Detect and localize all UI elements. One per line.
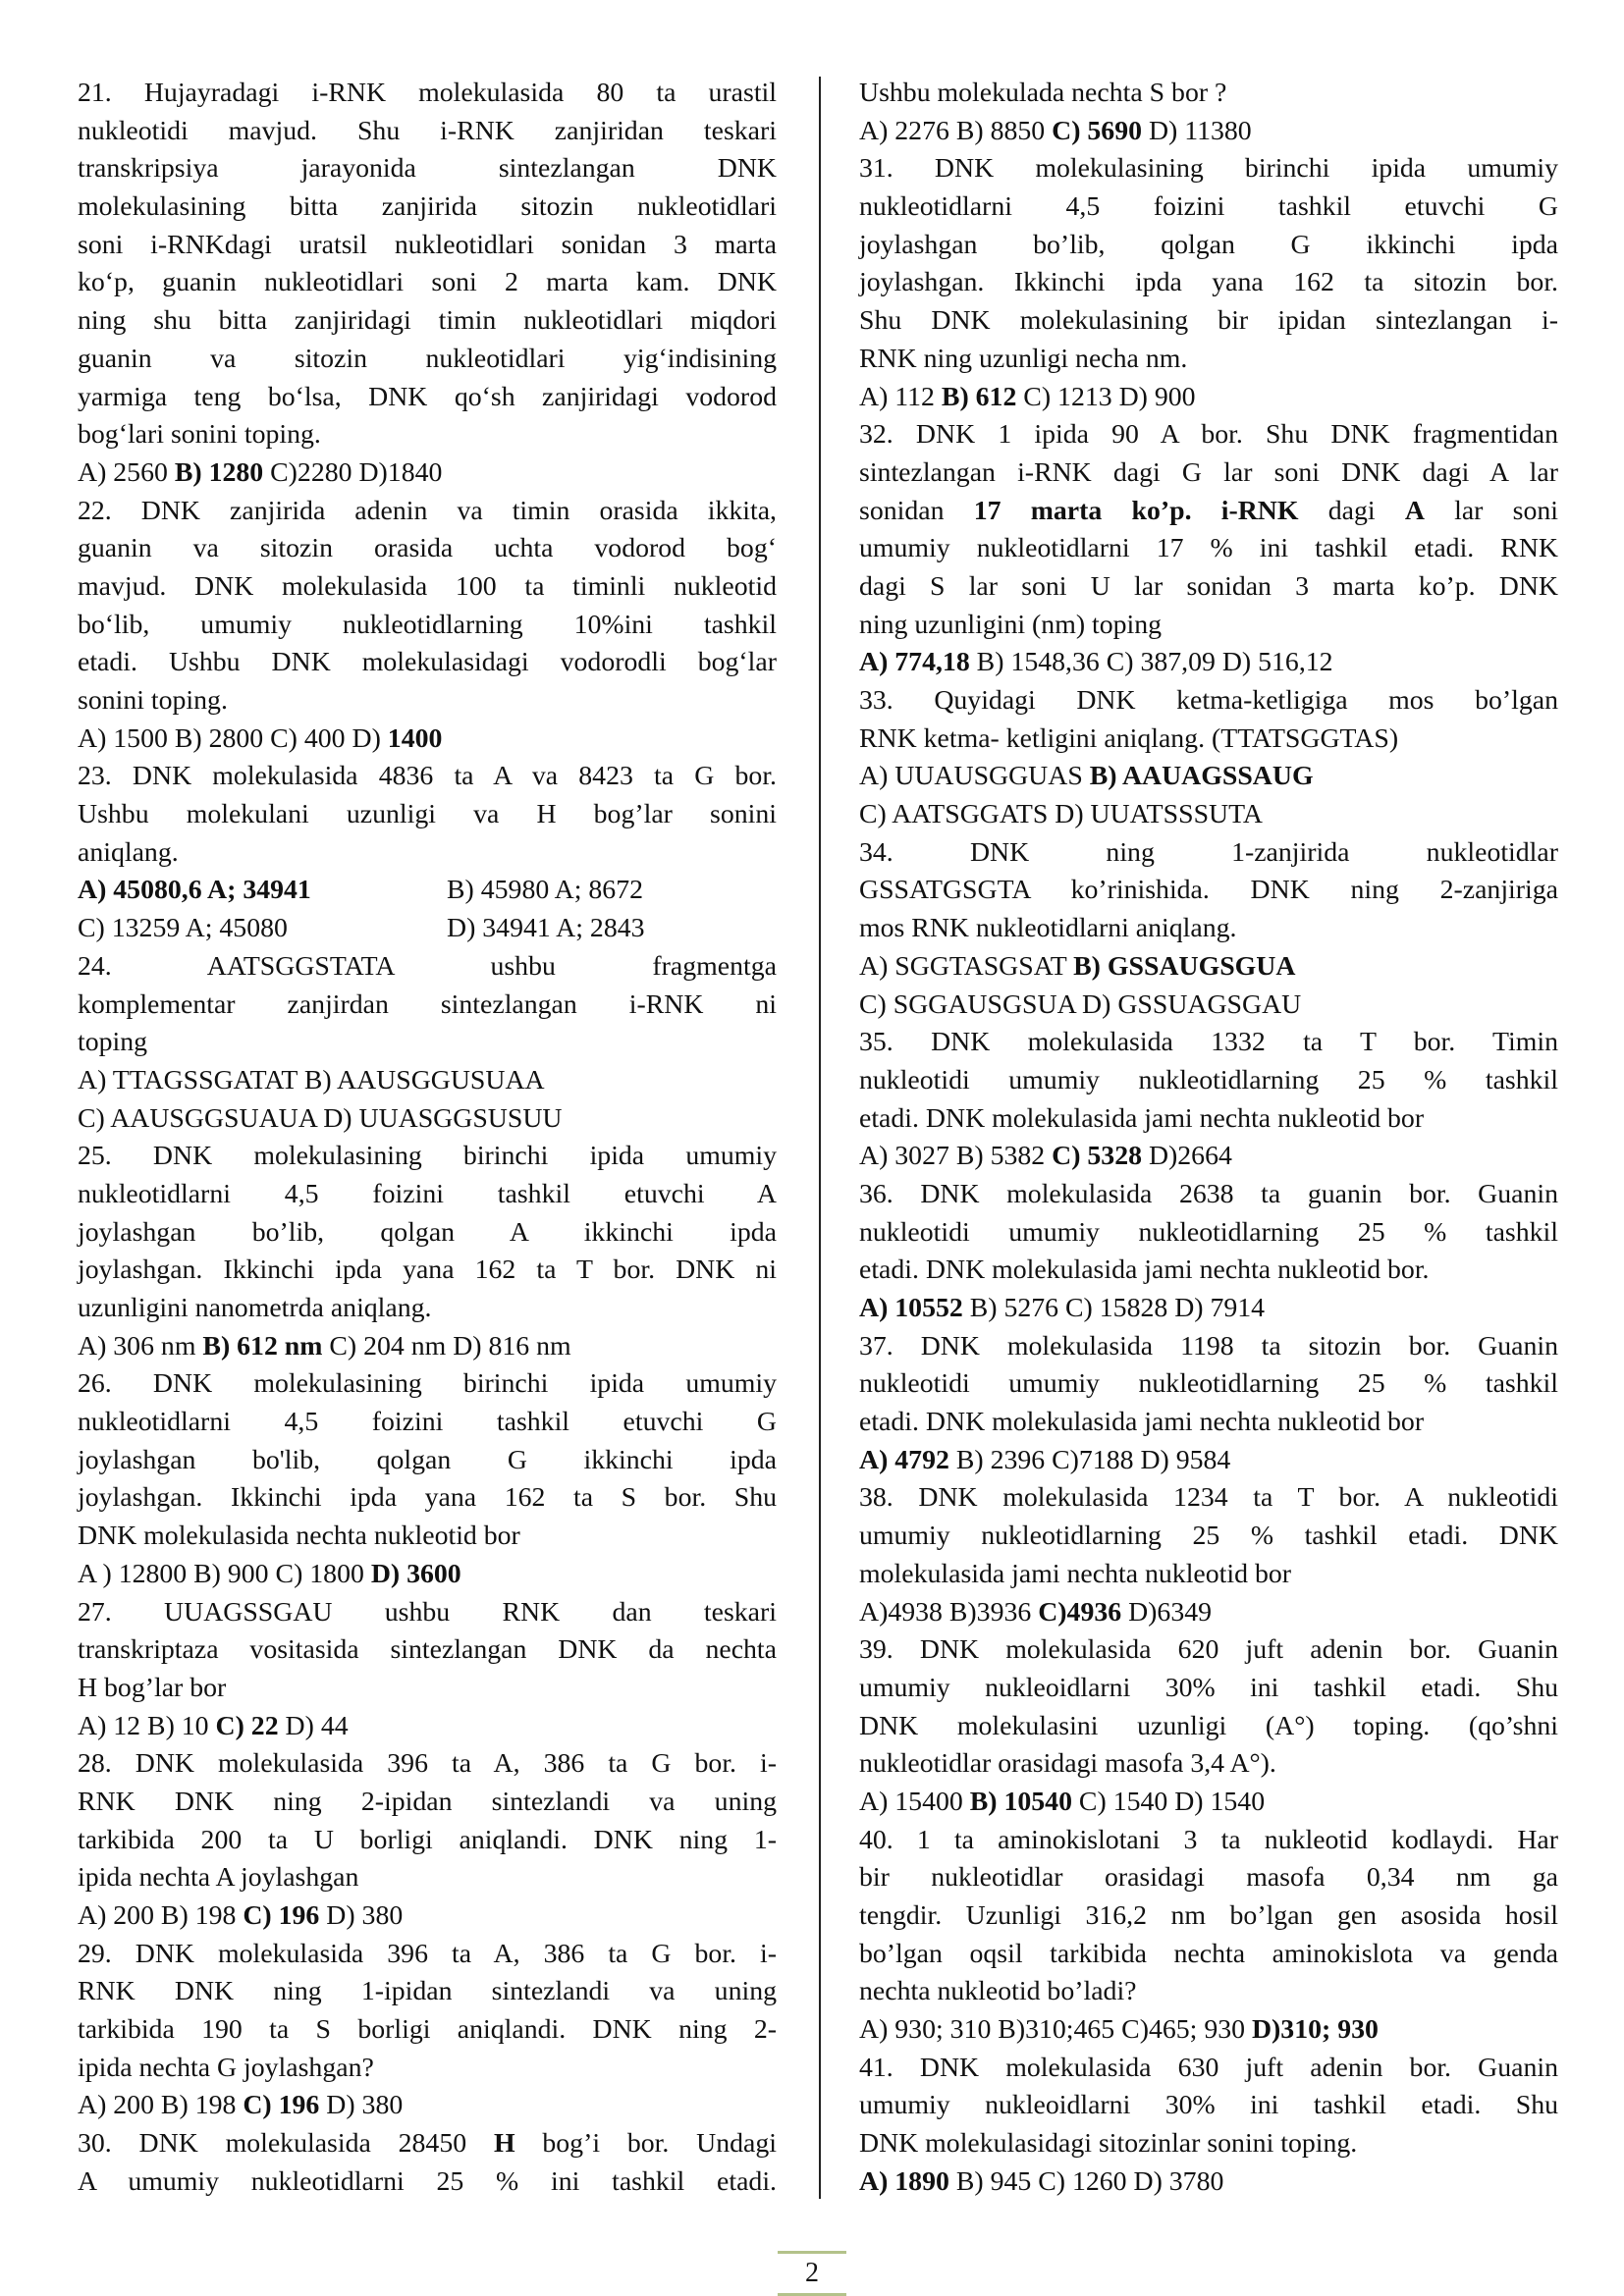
text-segment: A) 3027 B) 5382	[859, 1141, 1053, 1172]
text-line: molekulasida jami nechta nukleotid bor	[859, 1558, 1291, 1589]
text-segment: sonidan	[859, 495, 974, 526]
text-line	[859, 113, 1558, 151]
text-line: joylashgan bo’lib, qolgan A ikkinchi ipda	[78, 1216, 777, 1248]
text-line: transkriptaza vositasida sintezlangan DNK da nechta	[78, 1634, 777, 1666]
answer-key-text: A) 45080,6 A; 34941	[78, 875, 311, 906]
text-line: 23. DNK molekulasida 4836 ta A va 8423 ta G bor.	[78, 761, 777, 792]
answer-key-text: C)4936	[1038, 1596, 1122, 1628]
answer-key-text: A) 1890	[859, 2165, 949, 2197]
text-line	[859, 1290, 1558, 1328]
text-segment: C) 1213 D) 900	[1016, 381, 1196, 412]
text-line: Ushbu molekulada nechta S bor ?	[859, 78, 1227, 108]
answer-key-text: A	[1404, 495, 1425, 526]
text-line	[859, 644, 1558, 682]
text-line: 38. DNK molekulasida 1234 ta T bor. A nukleotidi	[859, 1482, 1558, 1514]
text-line	[859, 1784, 1558, 1822]
text-line: ipida nechta G joylashgan?	[78, 2052, 374, 2083]
text-line: bo’lgan oqsil tarkibida nechta aminokislota va genda	[859, 1938, 1558, 1969]
text-line	[859, 758, 1558, 796]
text-line: aniqlang.	[78, 836, 179, 868]
text-line: 41. DNK molekulasida 630 juft adenin bor. Guanin	[859, 2052, 1558, 2083]
text-line: 37. DNK molekulasida 1198 ta sitozin bor. Guanin	[859, 1330, 1558, 1362]
text-line: 24. AATSGGSTATA ushbu fragmentga	[78, 950, 777, 982]
answer-key-text: 1400	[387, 722, 443, 754]
text-segment: B) 45980 A; 8672	[447, 875, 643, 906]
text-line: 25. DNK molekulasining birinchi ipida umumiy	[78, 1141, 777, 1172]
text-line: nukleotidlar orasidagi masofa 3,4 A°).	[859, 1748, 1276, 1780]
text-line: uzunligini nanometrda aniqlang.	[78, 1293, 432, 1323]
text-segment: D) 44	[278, 1710, 349, 1741]
text-segment: A) 12 B) 10	[78, 1710, 216, 1741]
text-line: C) AATSGGATS D) UUATSSSUTA	[859, 799, 1263, 830]
text-line: 34. DNK ning 1-zanjirida nukleotidlar	[859, 836, 1558, 868]
text-line: sintezlangan i-RNK dagi G lar soni DNK dagi A lar	[859, 456, 1558, 488]
text-line: molekulasining bitta zanjirida sitozin nukleotidlari	[78, 191, 777, 223]
text-segment: D)6349	[1121, 1596, 1213, 1628]
text-segment: A) 930; 310 B)310;465 C)465; 930	[859, 2014, 1252, 2046]
text-line: ning uzunligini (nm) toping	[859, 609, 1163, 640]
text-line	[78, 1897, 777, 1936]
text-line	[78, 1556, 777, 1594]
answer-key-text: A) 4792	[859, 1444, 949, 1475]
text-segment: A) 15400	[859, 1786, 970, 1817]
answer-key-text: D) 3600	[370, 1558, 461, 1589]
text-line: RNK DNK ning 2-ipidan sintezlandi va uning	[78, 1786, 777, 1817]
answer-key-text: C) 196	[243, 1900, 320, 1931]
text-line: DNK molekulasidagi sitozinlar sonini toping.	[859, 2128, 1358, 2160]
text-line: RNK ketma- ketligini aniqlang. (TTATSGGTAS)	[859, 722, 1399, 754]
text-line: RNK DNK ning 1-ipidan sintezlandi va uning	[78, 1976, 777, 2007]
text-line: GSSATGSGTA ko’rinishida. DNK ning 2-zanjiriga	[859, 875, 1558, 906]
text-line	[859, 493, 1558, 531]
text-line	[859, 1594, 1558, 1632]
text-segment: D) 34941 A; 2843	[447, 913, 645, 944]
text-line: umumiy nukleotidlarni 17 % ini tashkil etadi. RNK	[859, 533, 1558, 564]
text-line: nukleotidi umumiy nukleotidlarning 25 % tashkil	[859, 1368, 1558, 1400]
text-line: umumiy nukleoidlarni 30% ini tashkil etadi. Shu	[859, 2090, 1558, 2121]
page-number: 2	[778, 2251, 846, 2296]
answer-key-text: A) 774,18	[859, 647, 970, 678]
text-line: 21. Hujayradagi i-RNK molekulasida 80 ta urastil	[78, 78, 777, 108]
text-line	[859, 2163, 1558, 2202]
text-segment: D) 380	[319, 2090, 404, 2121]
text-line: umumiy nukleoidlarni 30% ini tashkil etadi. Shu	[859, 1672, 1558, 1703]
text-line: 22. DNK zanjirida adenin va timin orasida ikkita,	[78, 495, 777, 526]
text-line: C) AAUSGGSUAUA D) UUASGGSUSUU	[78, 1102, 563, 1134]
answer-key-text: B) GSSAUGSGUA	[1073, 950, 1296, 982]
text-segment: C) 13259 A; 45080	[78, 913, 288, 944]
right-column	[859, 75, 1558, 2202]
option-cell	[447, 910, 645, 948]
text-line: etadi. DNK molekulasida jami nechta nukleotid bor.	[859, 1255, 1430, 1286]
column-divider	[819, 77, 821, 2199]
text-line: etadi. Ushbu DNK molekulasidagi vodorodli bog‘lar	[78, 647, 777, 678]
text-line: komplementar zanjirdan sintezlangan i-RNK ni	[78, 988, 777, 1020]
text-segment: bog’i bor. Undagi	[514, 2128, 777, 2160]
text-line: nukleotidlarni 4,5 foizini tashkil etuvchi G	[859, 191, 1558, 223]
text-line: Ushbu molekulani uzunligi va H bog’lar sonini	[78, 799, 777, 830]
text-line: umumiy nukleotidlarning 25 % tashkil etadi. DNK	[859, 1521, 1558, 1552]
text-line: C) SGGAUSGSUA D) GSSUAGSGAU	[859, 988, 1302, 1020]
text-segment: A) 112	[859, 381, 942, 412]
answer-key-text: C) 22	[215, 1710, 279, 1741]
text-segment: B) 5276 C) 15828 D) 7914	[962, 1293, 1266, 1323]
text-line: nukleotidi umumiy nukleotidlarning 25 % tashkil	[859, 1064, 1558, 1095]
text-line: Shu DNK molekulasining bir ipidan sintezlangan i-	[859, 305, 1558, 337]
answer-key-text: C) 5690	[1052, 115, 1142, 146]
option-cell	[447, 872, 643, 910]
text-segment: A ) 12800 B) 900 C) 1800	[78, 1558, 371, 1589]
text-line: joylashgan. Ikkinchi ipda yana 162 ta sitozin bor.	[859, 267, 1558, 298]
text-line: 27. UUAGSSGAU ushbu RNK dan teskari	[78, 1596, 777, 1628]
text-line: 36. DNK molekulasida 2638 ta guanin bor. Guanin	[859, 1178, 1558, 1209]
text-line: etadi. DNK molekulasida jami nechta nukleotid bor	[859, 1407, 1425, 1438]
text-line: transkripsiya jarayonida sintezlangan DNK	[78, 153, 777, 185]
text-segment: C) 1540 D) 1540	[1071, 1786, 1266, 1817]
answer-key-text: B) 612	[941, 381, 1017, 412]
text-line: joylashgan bo'lib, qolgan G ikkinchi ipda	[78, 1444, 777, 1475]
text-line: sonini toping.	[78, 685, 228, 716]
text-line: joylashgan bo’lib, qolgan G ikkinchi ipda	[859, 229, 1558, 260]
text-line: bir nukleotidlar orasidagi masofa 0,34 nm ga	[859, 1862, 1558, 1894]
answer-key-text: B) AAUAGSSAUG	[1089, 761, 1314, 792]
text-line	[859, 948, 1558, 987]
text-line	[78, 2125, 777, 2163]
text-line: yarmiga teng bo‘lsa, DNK qo‘sh zanjiridagi vodorod	[78, 381, 777, 412]
text-segment: dagi	[1298, 495, 1405, 526]
answer-key-text: D)310; 930	[1251, 2014, 1379, 2046]
text-line: DNK molekulasini uzunligi (A°) toping. (qo’shni	[859, 1710, 1558, 1741]
text-segment: A) SGGTASGSAT	[859, 950, 1074, 982]
text-segment: 30. DNK molekulasida 28450	[78, 2128, 494, 2160]
answer-key-text: B) 612 nm	[202, 1330, 323, 1362]
answer-key-text: C) 5328	[1052, 1141, 1142, 1172]
text-line	[78, 454, 777, 493]
text-line: H bog’lar bor	[78, 1672, 227, 1703]
option-cell	[78, 872, 447, 910]
text-line	[78, 1708, 777, 1746]
text-line: 39. DNK molekulasida 620 juft adenin bor. Guanin	[859, 1634, 1558, 1666]
text-segment: A) 2276 B) 8850	[859, 115, 1053, 146]
text-line: nechta nukleotid bo’ladi?	[859, 1976, 1137, 2007]
text-line: tarkibida 200 ta U borligi aniqlandi. DNK ning 1-	[78, 1824, 777, 1855]
text-line: 32. DNK 1 ipida 90 A bor. Shu DNK fragmentidan	[859, 419, 1558, 451]
text-line	[78, 1328, 777, 1366]
text-segment: A) 200 B) 198	[78, 1900, 244, 1931]
text-line: toping	[78, 1027, 148, 1058]
text-segment: C) 204 nm D) 816 nm	[322, 1330, 571, 1362]
text-line	[859, 2011, 1558, 2050]
text-line: 33. Quyidagi DNK ketma-ketligiga mos bo’lgan	[859, 685, 1558, 716]
text-line: ning shu bitta zanjiridagi timin nukleotidlari miqdori	[78, 305, 777, 337]
text-segment: B) 2396 C)7188 D) 9584	[948, 1444, 1231, 1475]
text-line	[859, 1138, 1558, 1176]
text-line: 29. DNK molekulasida 396 ta A, 386 ta G bor. i-	[78, 1938, 777, 1969]
text-line: guanin va sitozin orasida uchta vodorod bog‘	[78, 533, 777, 564]
text-line	[78, 2087, 777, 2125]
text-segment: D) 11380	[1142, 115, 1252, 146]
text-line: bog‘lari sonini toping.	[78, 419, 321, 451]
text-segment: B) 945 C) 1260 D) 3780	[948, 2165, 1224, 2197]
option-cell	[78, 910, 447, 948]
answer-key-text: H	[493, 2128, 515, 2160]
answer-key-text: B) 10540	[969, 1786, 1072, 1817]
left-column	[78, 75, 777, 2202]
text-line: nukleotidi mavjud. Shu i-RNK zanjiridan teskari	[78, 115, 777, 146]
text-segment: lar soni	[1424, 495, 1558, 526]
text-line: joylashgan. Ikkinchi ipda yana 162 ta S bor. Shu	[78, 1482, 777, 1514]
text-line: nukleotidlarni 4,5 foizini tashkil etuvchi A	[78, 1178, 777, 1209]
text-line: 35. DNK molekulasida 1332 ta T bor. Timin	[859, 1027, 1558, 1058]
text-line: A) TTAGSSGATAT B) AAUSGGUSUAA	[78, 1064, 545, 1095]
text-segment: C)2280 D)1840	[263, 456, 443, 488]
text-line: 28. DNK molekulasida 396 ta A, 386 ta G bor. i-	[78, 1748, 777, 1780]
text-line: nukleotidlarni 4,5 foizini tashkil etuvchi G	[78, 1407, 777, 1438]
text-line: nukleotidi umumiy nukleotidlarning 25 % tashkil	[859, 1216, 1558, 1248]
answer-key-text: 17 marta ko’p. i-RNK	[973, 495, 1299, 526]
answer-key-text: C) 196	[243, 2090, 320, 2121]
answer-key-text: A) 10552	[859, 1293, 963, 1323]
text-line	[859, 379, 1558, 417]
text-line	[78, 872, 777, 910]
text-line: ko‘p, guanin nukleotidlari soni 2 marta kam. DNK	[78, 267, 777, 298]
text-line	[859, 1442, 1558, 1480]
text-line	[78, 721, 777, 759]
text-line: bo‘lib, umumiy nukleotidlarning 10%ini tashkil	[78, 609, 777, 640]
text-line: joylashgan. Ikkinchi ipda yana 162 ta T bor. DNK ni	[78, 1255, 777, 1286]
text-segment: D)2664	[1142, 1141, 1232, 1172]
text-line: tarkibida 190 ta S borligi aniqlandi. DNK ning 2-	[78, 2014, 777, 2046]
text-line: soni i-RNKdagi uratsil nukleotidlari sonidan 3 marta	[78, 229, 777, 260]
text-line: A umumiy nukleotidlarni 25 % ini tashkil etadi.	[78, 2165, 777, 2197]
text-line: 40. 1 ta aminokislotani 3 ta nukleotid kodlaydi. Har	[859, 1824, 1558, 1855]
text-line: ipida nechta A joylashgan	[78, 1862, 359, 1894]
text-segment: B) 1548,36 C) 387,09 D) 516,12	[969, 647, 1333, 678]
text-segment: A)4938 B)3936	[859, 1596, 1039, 1628]
text-line: 26. DNK molekulasining birinchi ipida umumiy	[78, 1368, 777, 1400]
text-segment: D) 380	[319, 1900, 404, 1931]
text-segment: A) 2560	[78, 456, 175, 488]
answer-key-text: B) 1280	[174, 456, 264, 488]
text-line: mavjud. DNK molekulasida 100 ta timinli nukleotid	[78, 570, 777, 602]
text-line: mos RNK nukleotidlarni aniqlang.	[859, 913, 1237, 944]
text-line: 31. DNK molekulasining birinchi ipida umumiy	[859, 153, 1558, 185]
text-line: dagi S lar soni U lar sonidan 3 marta ko’p. DNK	[859, 570, 1558, 602]
text-line	[78, 910, 777, 948]
text-segment: A) 306 nm	[78, 1330, 203, 1362]
text-segment: A) 200 B) 198	[78, 2090, 244, 2121]
text-segment: A) UUAUSGGUAS	[859, 761, 1090, 792]
text-line: etadi. DNK molekulasida jami nechta nukleotid bor	[859, 1102, 1425, 1134]
text-line: RNK ning uzunligi necha nm.	[859, 343, 1188, 374]
text-line: DNK molekulasida nechta nukleotid bor	[78, 1521, 520, 1552]
text-line: guanin va sitozin nukleotidlari yig‘indisining	[78, 343, 777, 374]
text-line: tengdir. Uzunligi 316,2 nm bo’lgan gen asosida hosil	[859, 1900, 1558, 1931]
text-segment: A) 1500 B) 2800 C) 400 D)	[78, 722, 388, 754]
